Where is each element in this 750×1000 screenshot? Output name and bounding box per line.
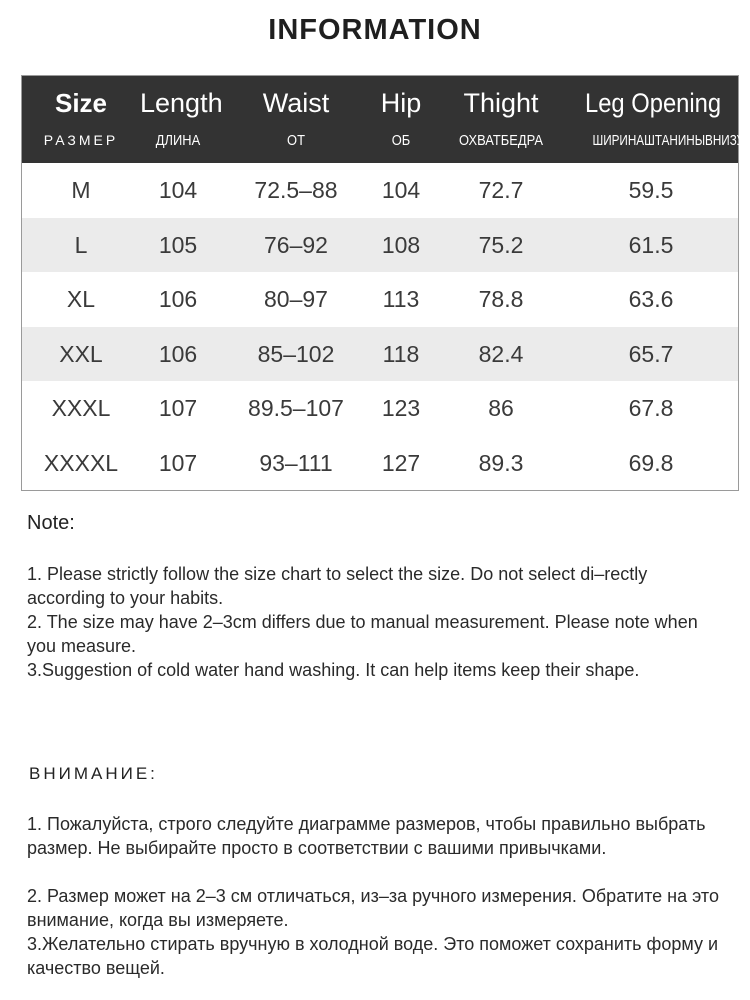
cell-leg-opening: 63.6 (628, 286, 674, 312)
ru-note-item: 2. Размер может на 2–3 см отличаться, из–за ручного измерения. Обратите на это внимание, когда вы измеряете. (27, 886, 719, 930)
cell-hip: 118 (382, 340, 420, 367)
cell-length: 104 (158, 177, 198, 203)
cell-length: 105 (158, 231, 198, 258)
cell-thigh: 75.2 (478, 231, 524, 258)
cell-hip: 127 (381, 449, 421, 476)
page-title: INFORMATION (268, 14, 482, 46)
cell-waist: 80–97 (264, 286, 328, 312)
header-size (22, 76, 140, 163)
note-item: 3.Suggestion of cold water hand washing. It can help items keep their shape. (27, 660, 640, 680)
header-size-ru: РАЗМЕР (43, 132, 119, 148)
table-row (22, 381, 738, 436)
table-header (22, 76, 745, 163)
cell-hip: 104 (381, 177, 421, 203)
cell-leg-opening: 59.5 (628, 177, 674, 203)
cell-thigh: 86 (488, 395, 514, 421)
cell-length: 106 (158, 340, 198, 367)
cell-waist: 89.5–107 (248, 395, 344, 421)
cell-thigh: 72.7 (478, 177, 524, 203)
table-row (22, 436, 738, 491)
ru-note-item: 1. Пожалуйста, строго следуйте диаграмме размеров, чтобы правильно выбрать размер. Не выбирайте просто в соответствии с вашими привычками. (27, 814, 706, 858)
note-item: 2. The size may have 2–3cm differs due to manual measurement. Please note when you measure. (27, 612, 698, 656)
header-length-en: Length (140, 88, 223, 118)
cell-leg-opening: 69.8 (628, 449, 674, 476)
cell-hip: 113 (382, 286, 420, 312)
header-length (140, 76, 223, 163)
cell-hip: 108 (381, 231, 421, 258)
cell-length: 107 (158, 449, 198, 476)
header-leg-opening-ru: ШИРИНАШТАНИНЫВНИЗУ (592, 132, 745, 149)
table-row (22, 218, 738, 273)
header-waist-ru: ОТ (287, 132, 305, 149)
header-thigh-ru: ОХВАТБЕДРА (459, 132, 543, 149)
ru-note-heading: ВНИМАНИЕ: (29, 764, 158, 783)
cell-length: 106 (158, 286, 198, 312)
header-hip-ru: ОБ (391, 132, 411, 149)
cell-thigh: 89.3 (478, 449, 524, 476)
header-hip-en: Hip (380, 88, 422, 118)
cell-waist: 93–111 (259, 449, 333, 476)
ru-note-item: 3.Желательно стирать вручную в холодной воде. Это поможет сохранить форму и качество вещей. (27, 934, 719, 978)
header-hip (376, 76, 426, 163)
size-table (21, 75, 745, 491)
note-heading: Note: (27, 512, 75, 534)
table-row (22, 272, 738, 327)
header-thigh-en: Thight (463, 88, 539, 118)
cell-hip: 123 (381, 395, 421, 421)
header-thigh (426, 76, 576, 163)
header-waist-en: Waist (262, 88, 330, 118)
cell-size: L (74, 231, 88, 258)
cell-size: M (71, 177, 91, 203)
cell-thigh: 78.8 (478, 286, 524, 312)
header-length-ru: ДЛИНА (155, 132, 201, 149)
cell-thigh: 82.4 (478, 340, 524, 367)
cell-leg-opening: 65.7 (628, 340, 674, 367)
cell-size: XXXL (51, 395, 111, 421)
note-item: 1. Please strictly follow the size chart to select the size. Do not select di–rectly according to your habits. (27, 564, 648, 608)
cell-leg-opening: 67.8 (628, 395, 674, 421)
table-row (22, 327, 738, 382)
cell-length: 107 (158, 395, 198, 421)
header-leg-opening-en: Leg Opening (585, 88, 722, 118)
header-size-en: Size (54, 88, 108, 118)
cell-waist: 72.5–88 (254, 177, 338, 203)
header-waist (216, 76, 376, 163)
table-row (22, 163, 738, 218)
cell-size: XXL (59, 340, 103, 367)
cell-waist: 76–92 (264, 231, 328, 258)
header-leg-opening (576, 76, 745, 163)
cell-leg-opening: 61.5 (628, 231, 674, 258)
cell-waist: 85–102 (257, 340, 335, 367)
cell-size: XL (66, 286, 96, 312)
cell-size: XXXXL (43, 449, 119, 476)
